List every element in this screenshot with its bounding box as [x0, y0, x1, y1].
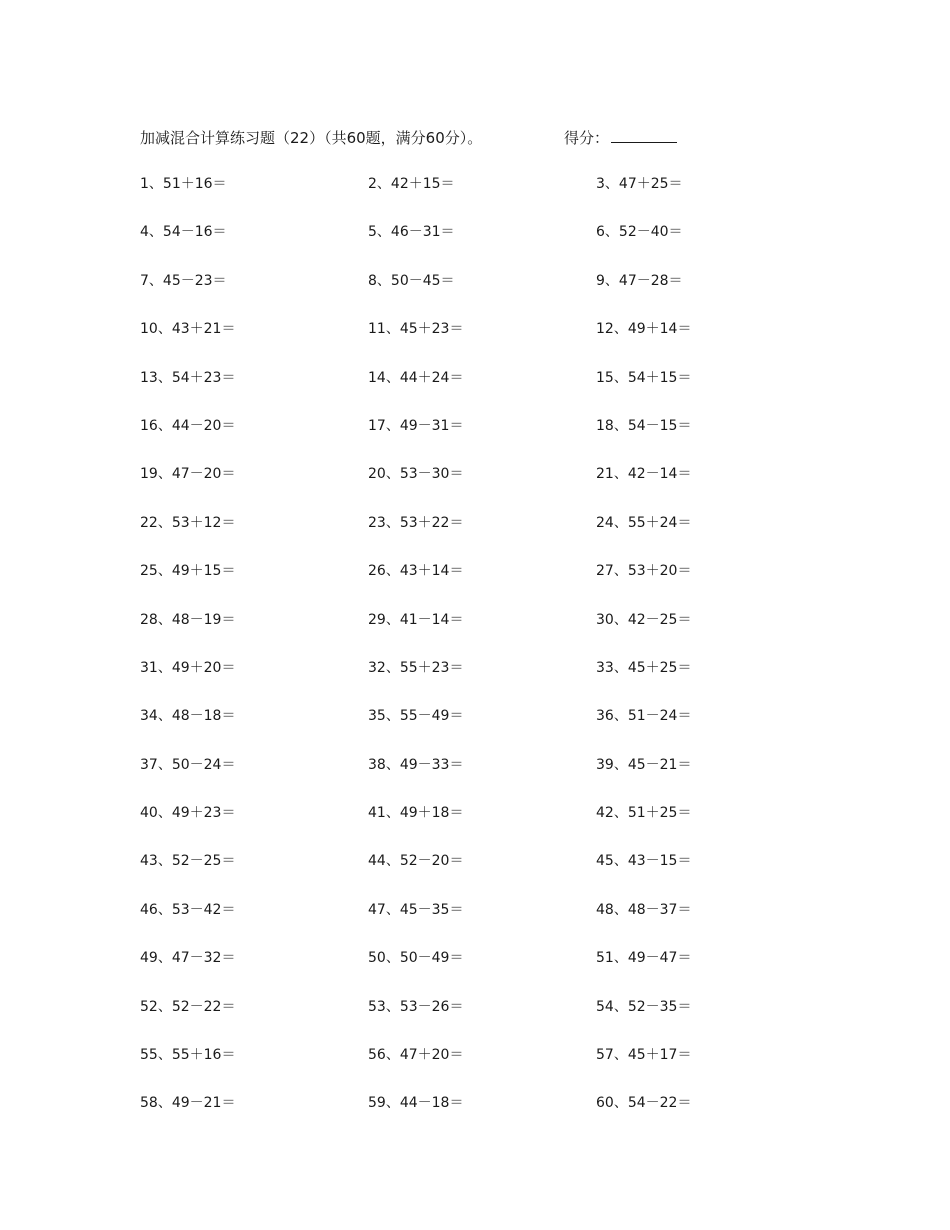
problem-item: 48、48－37＝ — [596, 901, 692, 918]
problem-item: 60、54－22＝ — [596, 1095, 692, 1112]
problem-item: 3、47＋25＝ — [596, 176, 683, 192]
problem-item: 11、45＋23＝ — [368, 321, 464, 338]
problem-item: 16、44－20＝ — [140, 417, 236, 434]
problem-item: 30、42－25＝ — [596, 611, 692, 628]
problem-item: 57、45＋17＝ — [596, 1047, 692, 1064]
problem-item: 25、49＋15＝ — [140, 563, 236, 580]
problem-item: 20、53－30＝ — [368, 466, 464, 483]
problem-item: 44、52－20＝ — [368, 853, 464, 870]
problem-item: 21、42－14＝ — [596, 466, 692, 483]
problem-item: 53、53－26＝ — [368, 998, 464, 1015]
problem-item: 31、49＋20＝ — [140, 659, 236, 676]
problem-item: 59、44－18＝ — [368, 1095, 464, 1112]
problem-item: 12、49＋14＝ — [596, 321, 692, 338]
problem-item: 1、51＋16＝ — [140, 176, 227, 192]
problem-item: 52、52－22＝ — [140, 998, 236, 1015]
problem-item: 55、55＋16＝ — [140, 1047, 236, 1064]
problem-item: 34、48－18＝ — [140, 708, 236, 725]
problem-item: 13、54＋23＝ — [140, 369, 236, 386]
problem-item: 58、49－21＝ — [140, 1095, 236, 1112]
problem-item: 38、49－33＝ — [368, 756, 464, 773]
problem-item: 56、47＋20＝ — [368, 1047, 464, 1064]
problem-item: 54、52－35＝ — [596, 998, 692, 1015]
problem-item: 43、52－25＝ — [140, 853, 236, 870]
problem-grid — [140, 173, 780, 1141]
problem-item: 37、50－24＝ — [140, 756, 236, 773]
problem-item: 35、55－49＝ — [368, 708, 464, 725]
problem-item: 29、41－14＝ — [368, 611, 464, 628]
problem-item: 42、51＋25＝ — [596, 805, 692, 822]
problem-item: 51、49－47＝ — [596, 950, 692, 967]
problem-item: 17、49－31＝ — [368, 417, 464, 434]
worksheet-title: 加减混合计算练习题（22）（共60题，满分60分）。 — [140, 129, 483, 147]
problem-item: 4、54－16＝ — [140, 224, 227, 241]
problem-item: 18、54－15＝ — [596, 417, 692, 434]
problem-item: 46、53－42＝ — [140, 901, 236, 918]
problem-item: 39、45－21＝ — [596, 756, 692, 773]
problem-item: 36、51－24＝ — [596, 708, 692, 725]
problem-item: 41、49＋18＝ — [368, 805, 464, 822]
problem-item: 23、53＋22＝ — [368, 514, 464, 531]
score-label: 得分： — [564, 129, 610, 147]
problem-item: 45、43－15＝ — [596, 853, 692, 870]
problem-item: 28、48－19＝ — [140, 611, 236, 628]
problem-item: 10、43＋21＝ — [140, 321, 236, 338]
problem-item: 7、45－23＝ — [140, 272, 227, 289]
problem-item: 14、44＋24＝ — [368, 369, 464, 386]
problem-item: 40、49＋23＝ — [140, 805, 236, 822]
problem-item: 5、46－31＝ — [368, 224, 455, 241]
problem-item: 24、55＋24＝ — [596, 514, 692, 531]
problem-item: 47、45－35＝ — [368, 901, 464, 918]
problem-item: 19、47－20＝ — [140, 466, 236, 483]
problem-item: 33、45＋25＝ — [596, 659, 692, 676]
worksheet-header — [140, 126, 780, 150]
score-field — [564, 126, 677, 150]
problem-item: 26、43＋14＝ — [368, 563, 464, 580]
problem-item: 6、52－40＝ — [596, 224, 683, 241]
problem-item: 15、54＋15＝ — [596, 369, 692, 386]
problem-item: 50、50－49＝ — [368, 950, 464, 967]
score-blank[interactable] — [611, 126, 677, 143]
problem-item: 2、42＋15＝ — [368, 176, 455, 192]
problem-item: 49、47－32＝ — [140, 950, 236, 967]
problem-item: 27、53＋20＝ — [596, 563, 692, 580]
problem-item: 22、53＋12＝ — [140, 514, 236, 531]
problem-item: 32、55＋23＝ — [368, 659, 464, 676]
problem-item: 9、47－28＝ — [596, 272, 683, 289]
problem-item: 8、50－45＝ — [368, 272, 455, 289]
